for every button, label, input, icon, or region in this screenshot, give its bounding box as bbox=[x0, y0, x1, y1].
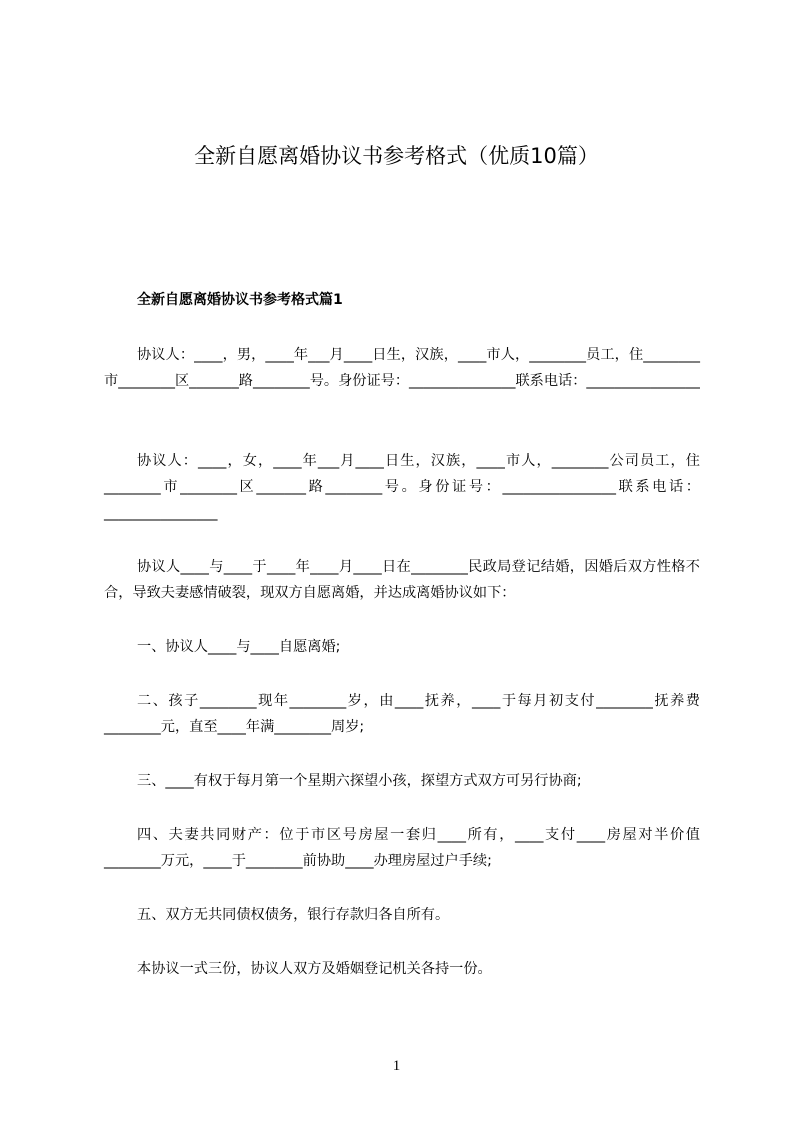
party-two-paragraph: 协议人：____，女，____年___月____日生，汉族，____市人，________公司员工，住________市________区_______路________号。身份证号：________________联系电话：________________ bbox=[104, 453, 700, 521]
copies-paragraph: 本协议一式三份，协议人双方及婚姻登记机关各持一份。 bbox=[137, 961, 492, 977]
section-heading: 全新自愿离婚协议书参考格式篇1 bbox=[137, 292, 343, 308]
clause-one: 一、协议人____与____自愿离婚; bbox=[137, 639, 341, 655]
clause-three: 三、____有权于每月第一个星期六探望小孩，探望方式双方可另行协商; bbox=[137, 773, 582, 789]
page-number: 1 bbox=[392, 1058, 401, 1074]
party-one-paragraph: 协议人：____，男，____年___月____日生，汉族，____市人，________员工，住________市________区_______路________号。身份证号：_______________联系电话：________________ bbox=[104, 347, 700, 389]
clause-four: 四、夫妻共同财产：位于市区号房屋一套归____所有，____支付____房屋对半价值________万元，____于________前协助____办理房屋过户手续; bbox=[104, 827, 700, 869]
document-title: 全新自愿离婚协议书参考格式（优质10篇） bbox=[194, 144, 599, 168]
agreement-intro-paragraph: 协议人____与____于____年____月____日在________民政局登记结婚，因婚后双方性格不合，导致夫妻感情破裂，现双方自愿离婚，并达成离婚协议如下： bbox=[104, 559, 700, 601]
clause-two: 二、孩子________现年________岁，由____抚养，____于每月初支付________抚养费________元，直至____年满________周岁; bbox=[104, 693, 700, 735]
clause-five: 五、双方无共同债权债务，银行存款归各自所有。 bbox=[137, 907, 450, 923]
